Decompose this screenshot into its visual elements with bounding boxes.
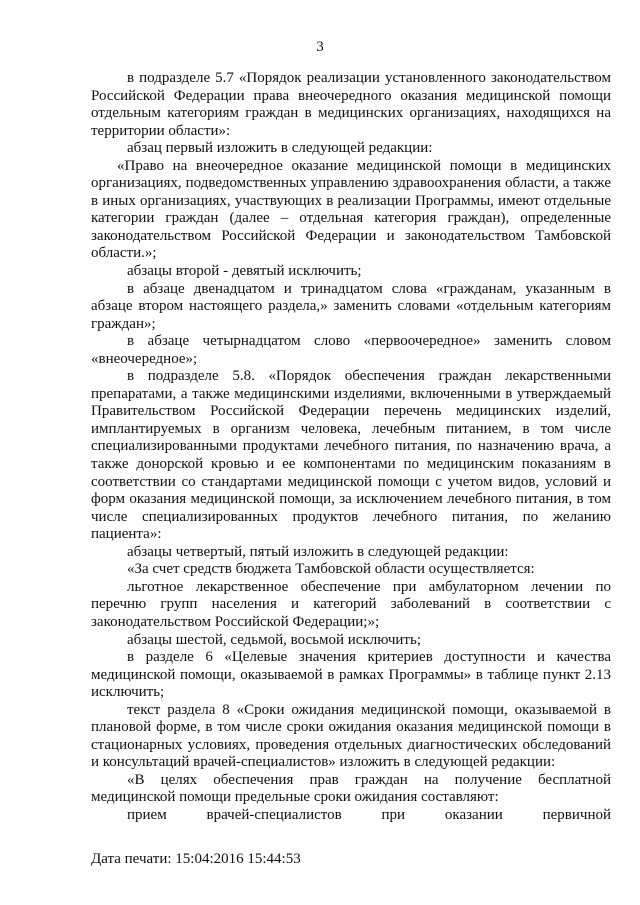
- paragraph-abzac-4-5-edit: абзацы четвертый, пятый изложить в следующей редакции:: [127, 543, 509, 560]
- print-date: Дата печати: 15:04:2016 15:44:53: [91, 851, 301, 867]
- page-number: 3: [316, 39, 324, 55]
- paragraph-waiting-times: «В целях обеспечения прав граждан на получение бесплатной медицинской помощи предельные сроки ожидания составляют:: [91, 771, 611, 806]
- paragraph-exclude-6-8: абзацы шестой, седьмой, восьмой исключить;: [127, 631, 421, 648]
- paragraph-specialists: прием врачей-специалистов при оказании первичной: [127, 806, 611, 823]
- paragraph-section-8: текст раздела 8 «Сроки ожидания медицинской помощи, оказываемой в плановой форме, в том числе сроки ожидания оказания медицинской помощи в стационарных условиях, проведения отдельных диагностических обследований и консультаций врачей-специалистов» изложить в следующей редакции:: [91, 701, 611, 771]
- paragraph-abzac-12-13: в абзаце двенадцатом и тринадцатом слова «гражданам, указанным в абзаце втором настоящего раздела,» заменить словами «отдельным категориям граждан»;: [91, 280, 611, 332]
- paragraph-abzac-14: в абзаце четырнадцатом слово «первоочередное» заменить словом «внеочередное»;: [91, 333, 611, 367]
- paragraph-first-abzac-edit: абзац первый изложить в следующей редакции:: [127, 140, 433, 157]
- paragraph-exclude-2-9: абзацы второй - девятый исключить;: [127, 263, 362, 280]
- paragraph-budget-funding: «За счет средств бюджета Тамбовской области осуществляется:: [127, 561, 535, 578]
- document-body: [91, 70, 611, 825]
- paragraph-subsection-5-8: в подразделе 5.8. «Порядок обеспечения граждан лекарственными препаратами, а также медицинскими изделиями, включенными в утверждаемый Правительством Российской Федерации перечень медицинских изделий, имплантируемых в организм человека, лечебным питанием, в том числе специализированными продуктами лечебного питания, по назначению врача, а также донорской кровью и ее компонентами по медицинским показаниям в соответствии со стандартами медицинской помощи с учетом видов, условий и форм оказания медицинской помощи, за исключением лечебного питания, в том числе специализированных продуктов лечебного питания, по желанию пациента»:: [91, 368, 611, 543]
- paragraph-quoted-right: «Право на внеочередное оказание медицинской помощи в медицинских организациях, подведомственных управлению здравоохранения области, а также в иных организациях, участвующих в реализации Программы, имеют отдельные категории граждан (далее – отдельная категория граждан), определенные законодательством Российской Федерации и законодательством Тамбовской области.»;: [91, 157, 611, 262]
- paragraph-section-6: в разделе 6 «Целевые значения критериев доступности и качества медицинской помощи, оказываемой в рамках Программы» в таблице пункт 2.13 исключить;: [91, 649, 611, 701]
- paragraph-drug-provision: льготное лекарственное обеспечение при амбулаторном лечении по перечню групп населения и категорий заболеваний в соответствии с законодательством Российской Федерации;»;: [91, 578, 611, 630]
- paragraph-subsection-5-7: в подразделе 5.7 «Порядок реализации установленного законодательством Российской Федерации права внеочередного оказания медицинской помощи отдельным категориям граждан в медицинских организациях, находящихся на территории области»:: [91, 70, 611, 139]
